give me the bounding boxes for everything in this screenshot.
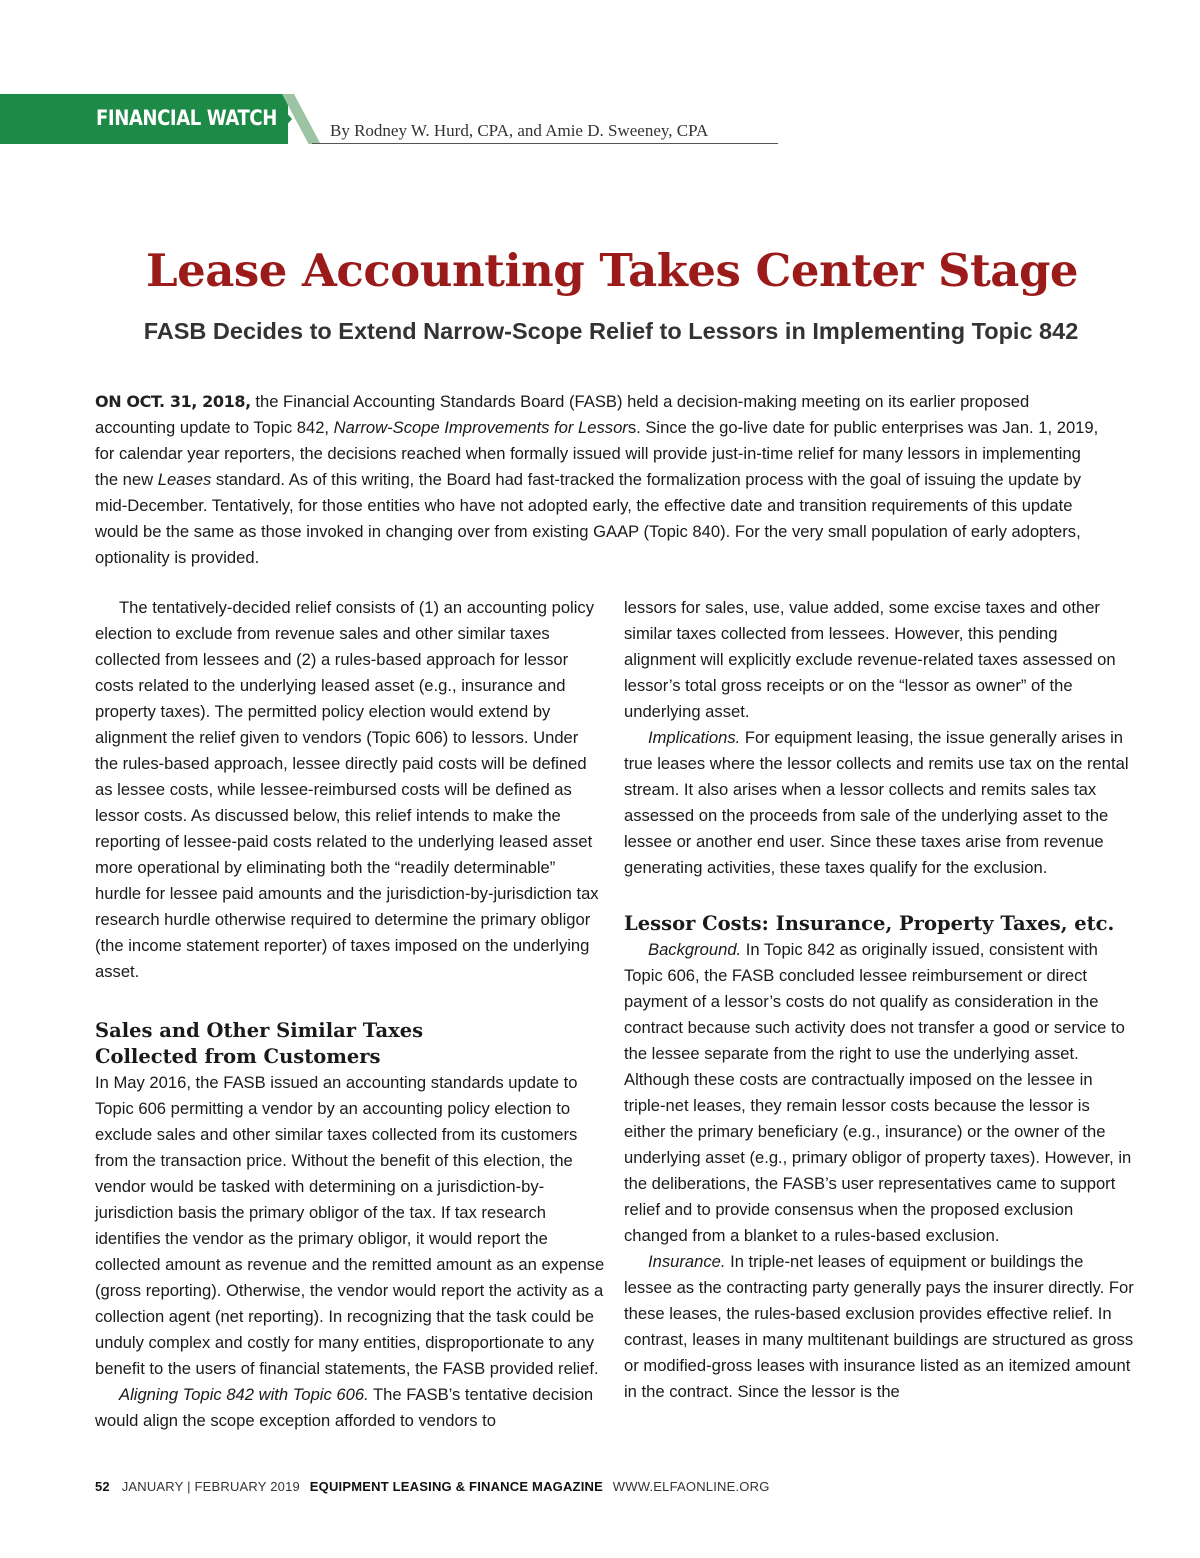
section-heading-line: Collected from Customers [95,1045,381,1068]
right-paragraph-insurance [624,1249,1134,1405]
run-in-heading: Insurance. [648,1252,726,1271]
byline: By Rodney W. Hurd, CPA, and Amie D. Sweeney, CPA [330,121,709,140]
left-paragraph-aligning [95,1382,605,1434]
page-footer [95,1479,770,1494]
lede-italic-title: Narrow-Scope Improvements for Lessor [333,418,628,437]
paragraph-text: In triple-net leases of equipment or buildings the lessee as the contracting party generally pays the insurer directly. For these leases, the rules-based exclusion provides effective relief. In contrast, leases in many multitenant buildings are structured as gross or modified-gross leases with insurance listed as an itemized amount in the contract. Since the lessor is the [624,1252,1134,1401]
byline-divider [312,143,778,144]
lede-text: the Financial Accounting Standards Board (FASB) held a decision-making meeting on its earlier proposed accounting update to Topic 842, [95,392,1030,437]
lede-text: s. Since the go-live date for public enterprises was Jan. 1, 2019, for calendar year reporters, the decisions reached when formally issued will provide just-in-time relief for many lessors in implementing the new [95,418,1099,489]
section-heading-sales-taxes [95,1018,605,1070]
paragraph-text: In Topic 842 as originally issued, consistent with Topic 606, the FASB concluded lessee reimbursement or direct payment of a lessor’s costs do not qualify as consideration in the contract because such activity does not transfer a good or service to the lessee separate from the right to use the underlying asset. Although these costs are contractually imposed on the lessee in triple-net leases, they remain lessor costs because the lessor is either the primary beneficiary (e.g., insurance) or the owner of the underlying asset (e.g., primary obligor of property taxes). However, in the deliberations, the FASB’s user representatives came to support relief and to provide consensus when the proposed exclusion changed from a blanket to a rules-based exclusion. [624,940,1132,1245]
paragraph-text: For equipment leasing, the issue generally arises in true leases where the lessor collects and remits use tax on the rental stream. It also arises when a lessor collects and remits sales tax assessed on the proceeds from sale of the underlying asset to the lessee or another end user. Since these taxes arise from revenue generating activities, these taxes qualify for the exclusion. [624,728,1129,877]
website-url: WWW.ELFAONLINE.ORG [612,1479,770,1494]
run-in-heading: Implications. [648,728,741,747]
run-in-heading: Background. [648,940,742,959]
section-label: FINANCIAL WATCH [96,106,277,130]
issue-date: JANUARY | FEBRUARY 2019 [121,1479,300,1494]
right-paragraph-implications [624,725,1134,881]
page-number: 52 [95,1479,110,1494]
lede-text: standard. As of this writing, the Board had fast-tracked the formalization process with the goal of issuing the update by mid-December. Tentatively, for those entities who have not adopted early, the effective date and transition requirements of this update would be the same as those invoked in changing over from existing GAAP (Topic 840). For the very small population of early adopters, optionality is provided. [95,470,1082,567]
lede-lead-in: ON OCT. 31, 2018, [95,392,251,411]
paragraph-text: The FASB’s tentative decision would align the scope exception afforded to vendors to [95,1385,594,1430]
article-title: Lease Accounting Takes Center Stage [145,244,1079,297]
left-paragraph-relief: The tentatively-decided relief consists of (1) an accounting policy election to exclude from revenue sales and other similar taxes collected from lessees and (2) a rules-based approach for lessor costs related to the underlying leased asset (e.g., insurance and property taxes). The permitted policy election would extend by alignment the relief given to vendors (Topic 606) to lessors. Under the rules-based approach, lessee directly paid costs will be defined as lessee costs, while lessee-reimbursed costs will be defined as lessor costs. As discussed below, this relief intends to make the reporting of lessee-paid costs related to the underlying leased asset more operational by eliminating both the “readily determinable” hurdle for lessee paid amounts and the jurisdiction-by-jurisdiction tax research hurdle otherwise required to determine the primary obligor (the income statement reporter) of taxes imposed on the underlying asset. [95,598,599,981]
article-subtitle: FASB Decides to Extend Narrow-Scope Relief to Lessors in Implementing Topic 842 [143,318,1079,344]
magazine-name: EQUIPMENT LEASING & FINANCE MAGAZINE [309,1479,603,1494]
right-column [624,595,1134,1405]
section-heading-line: Sales and Other Similar Taxes [95,1019,424,1042]
lede-italic-leases: Leases [157,470,212,489]
right-paragraph-background [624,937,1134,1249]
run-in-heading: Aligning Topic 842 with Topic 606. [119,1385,369,1404]
right-paragraph-continued: lessors for sales, use, value added, some excise taxes and other similar taxes collected from lessees. However, this pending alignment will explicitly exclude revenue-related taxes assessed on lessor’s total gross receipts or on the “lessor as owner” of the underlying asset. [624,598,1116,721]
section-heading-lessor-costs: Lessor Costs: Insurance, Property Taxes, etc. [624,912,1115,935]
lede-paragraph [95,389,1105,571]
left-column [95,595,605,1434]
left-paragraph-may-2016: In May 2016, the FASB issued an accounting standards update to Topic 606 permitting a vendor by an accounting policy election to exclude sales and other similar taxes collected from its customers from the transaction price. Without the benefit of this election, the vendor would be tasked with determining on a jurisdiction-by-jurisdiction basis the primary obligor of the tax. If tax research identifies the vendor as the primary obligor, it would report the collected amount as revenue and the remitted amount as an expense (gross reporting). Otherwise, the vendor would report the activity as a collection agent (net reporting). In recognizing that the task could be unduly complex and costly for many entities, disproportionate to any benefit to the users of financial statements, the FASB provided relief. [95,1073,605,1378]
